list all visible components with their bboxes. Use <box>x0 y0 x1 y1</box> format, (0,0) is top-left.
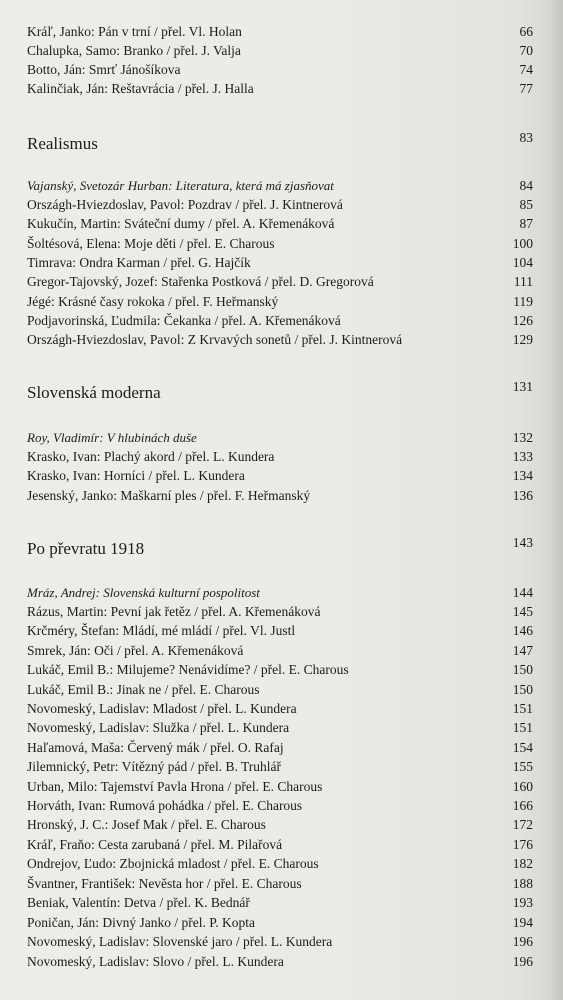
toc-entry <box>27 272 533 291</box>
toc-entry <box>27 195 533 214</box>
entry-title: Podjavorinská, Ľudmila: Čekanka / přel. A. Křemenáková <box>27 313 341 328</box>
toc-entry <box>27 777 533 796</box>
toc-entry <box>27 815 533 834</box>
toc-entry <box>27 292 533 311</box>
page-number: 151 <box>512 720 533 735</box>
toc-entry <box>27 330 533 349</box>
page-number: 150 <box>512 662 533 677</box>
section-intro-entry <box>27 583 533 602</box>
page-number: 111 <box>513 274 533 289</box>
toc-entry <box>27 602 533 621</box>
page-number: 132 <box>512 430 533 445</box>
section-intro-entry <box>27 428 533 447</box>
page-number: 87 <box>519 216 533 231</box>
page-number: 129 <box>512 332 533 347</box>
entry-title: Chalupka, Samo: Branko / přel. J. Valja <box>27 43 241 58</box>
entry-title: Horváth, Ivan: Rumová pohádka / přel. E. Charous <box>27 798 303 813</box>
entry-title: Mráz, Andrej: Slovenská kulturní pospolitost <box>27 585 260 600</box>
toc-entry <box>27 913 533 932</box>
page-number: 144 <box>512 585 533 600</box>
page-number: 126 <box>512 313 533 328</box>
entry-title: Timrava: Ondra Karman / přel. G. Hajčík <box>27 255 251 270</box>
entry-title: Lukáč, Emil B.: Jinak ne / přel. E. Charous <box>27 682 260 697</box>
page-number: 104 <box>512 255 533 270</box>
entry-title: Novomeský, Ladislav: Mladost / přel. L. Kundera <box>27 701 297 716</box>
toc-entry <box>27 796 533 815</box>
toc-entry <box>27 641 533 660</box>
toc-entry <box>27 835 533 854</box>
entry-title: Jesenský, Janko: Maškarní ples / přel. F. Heřmanský <box>27 488 311 503</box>
toc-entry <box>27 486 533 505</box>
toc-entry <box>27 699 533 718</box>
entry-title: Smrek, Ján: Oči / přel. A. Křemenáková <box>27 643 244 658</box>
section-intro-entry <box>27 176 533 195</box>
page-number: 83 <box>519 130 533 145</box>
page-number: 84 <box>519 178 533 193</box>
entry-title: Kráľ, Fraňo: Cesta zarubaná / přel. M. Pilařová <box>27 837 283 852</box>
section-title: Po převratu 1918 <box>27 539 145 558</box>
page-number: 166 <box>512 798 533 813</box>
toc-entry <box>27 718 533 737</box>
toc-entry <box>27 680 533 699</box>
entry-title: Kukučín, Martin: Sváteční dumy / přel. A. Křemenáková <box>27 216 335 231</box>
entry-title: Novomeský, Ladislav: Služka / přel. L. Kundera <box>27 720 290 735</box>
page-number: 147 <box>512 643 533 658</box>
page-number: 194 <box>512 915 533 930</box>
page-number: 160 <box>512 779 533 794</box>
page-number: 119 <box>513 294 533 309</box>
toc-entry <box>27 952 533 971</box>
entry-title: Novomeský, Ladislav: Slovenské jaro / přel. L. Kundera <box>27 934 333 949</box>
page-number: 136 <box>512 488 533 503</box>
page-number: 145 <box>512 604 533 619</box>
page-number: 196 <box>512 934 533 949</box>
toc-entry <box>27 234 533 253</box>
page-number: 143 <box>512 535 533 550</box>
toc-entry <box>27 41 533 60</box>
page-number: 176 <box>512 837 533 852</box>
toc-entry <box>27 214 533 233</box>
page-number: 196 <box>512 954 533 969</box>
page-number: 155 <box>512 759 533 774</box>
toc-entry <box>27 466 533 485</box>
toc-entry <box>27 621 533 640</box>
page-number: 188 <box>512 876 533 891</box>
toc-entry <box>27 854 533 873</box>
entry-title: Šoltésová, Elena: Moje děti / přel. E. Charous <box>27 236 275 251</box>
toc-entry <box>27 757 533 776</box>
page-number: 66 <box>519 24 533 39</box>
toc-entry <box>27 79 533 98</box>
page-number: 154 <box>512 740 533 755</box>
entry-title: Gregor-Tajovský, Jozef: Stařenka Postková / přel. D. Gregorová <box>27 274 374 289</box>
entry-title: Krasko, Ivan: Horníci / přel. L. Kundera <box>27 468 245 483</box>
page-number: 134 <box>512 468 533 483</box>
toc-entry <box>27 932 533 951</box>
entry-title: Kalinčiak, Ján: Reštavrácia / přel. J. Halla <box>27 81 254 96</box>
section-heading <box>27 381 533 405</box>
entry-title: Vajanský, Svetozár Hurban: Literatura, která má zjasňovat <box>27 178 334 193</box>
page-number: 193 <box>512 895 533 910</box>
page-number: 74 <box>519 62 533 77</box>
section-heading <box>27 132 533 156</box>
page-number: 146 <box>512 623 533 638</box>
entry-title: Poničan, Ján: Divný Janko / přel. P. Kopta <box>27 915 255 930</box>
entry-title: Botto, Ján: Smrť Jánošíkova <box>27 62 181 77</box>
page-number: 85 <box>519 197 533 212</box>
entry-title: Ondrejov, Ľudo: Zbojnická mladost / přel. E. Charous <box>27 856 319 871</box>
section-title: Slovenská moderna <box>27 383 161 402</box>
entry-title: Novomeský, Ladislav: Slovo / přel. L. Kundera <box>27 954 284 969</box>
page-number: 77 <box>519 81 533 96</box>
toc-entry <box>27 738 533 757</box>
page-number: 150 <box>512 682 533 697</box>
entry-title: Országh-Hviezdoslav, Pavol: Z Krvavých sonetů / přel. J. Kintnerová <box>27 332 403 347</box>
entry-title: Rázus, Martin: Pevní jak řetěz / přel. A. Křemenáková <box>27 604 321 619</box>
entry-title: Urban, Milo: Tajemství Pavla Hrona / přel. E. Charous <box>27 779 323 794</box>
toc-entry <box>27 311 533 330</box>
page-number: 172 <box>512 817 533 832</box>
toc-entry <box>27 874 533 893</box>
toc-entry <box>27 253 533 272</box>
entry-title: Švantner, František: Nevěsta hor / přel. E. Charous <box>27 876 302 891</box>
entry-title: Hronský, J. C.: Josef Mak / přel. E. Charous <box>27 817 266 832</box>
toc-entry <box>27 447 533 466</box>
entry-title: Kráľ, Janko: Pán v trní / přel. Vl. Holan <box>27 24 242 39</box>
page-number: 151 <box>512 701 533 716</box>
entry-title: Roy, Vladimír: V hlubinách duše <box>27 430 197 445</box>
page-number: 100 <box>512 236 533 251</box>
entry-title: Krasko, Ivan: Plachý akord / přel. L. Kundera <box>27 449 275 464</box>
toc-entry <box>27 60 533 79</box>
section-heading <box>27 537 533 561</box>
entry-title: Lukáč, Emil B.: Milujeme? Nenávidíme? / přel. E. Charous <box>27 662 349 677</box>
entry-title: Országh-Hviezdoslav, Pavol: Pozdrav / přel. J. Kintnerová <box>27 197 343 212</box>
page-number: 182 <box>512 856 533 871</box>
entry-title: Beniak, Valentín: Detva / přel. K. Bednář <box>27 895 250 910</box>
entry-title: Jégé: Krásné časy rokoka / přel. F. Heřmanský <box>27 294 279 309</box>
section-title: Realismus <box>27 134 98 153</box>
toc-entry <box>27 22 533 41</box>
entry-title: Krčméry, Štefan: Mládí, mé mládí / přel. Vl. Justl <box>27 623 296 638</box>
page-number: 133 <box>512 449 533 464</box>
page-number: 70 <box>519 43 533 58</box>
toc-entry <box>27 893 533 912</box>
toc-entry <box>27 660 533 679</box>
entry-title: Jilemnický, Petr: Vítězný pád / přel. B. Truhlář <box>27 759 281 774</box>
page-number: 131 <box>512 379 533 394</box>
entry-title: Haľamová, Maša: Červený mák / přel. O. Rafaj <box>27 740 284 755</box>
